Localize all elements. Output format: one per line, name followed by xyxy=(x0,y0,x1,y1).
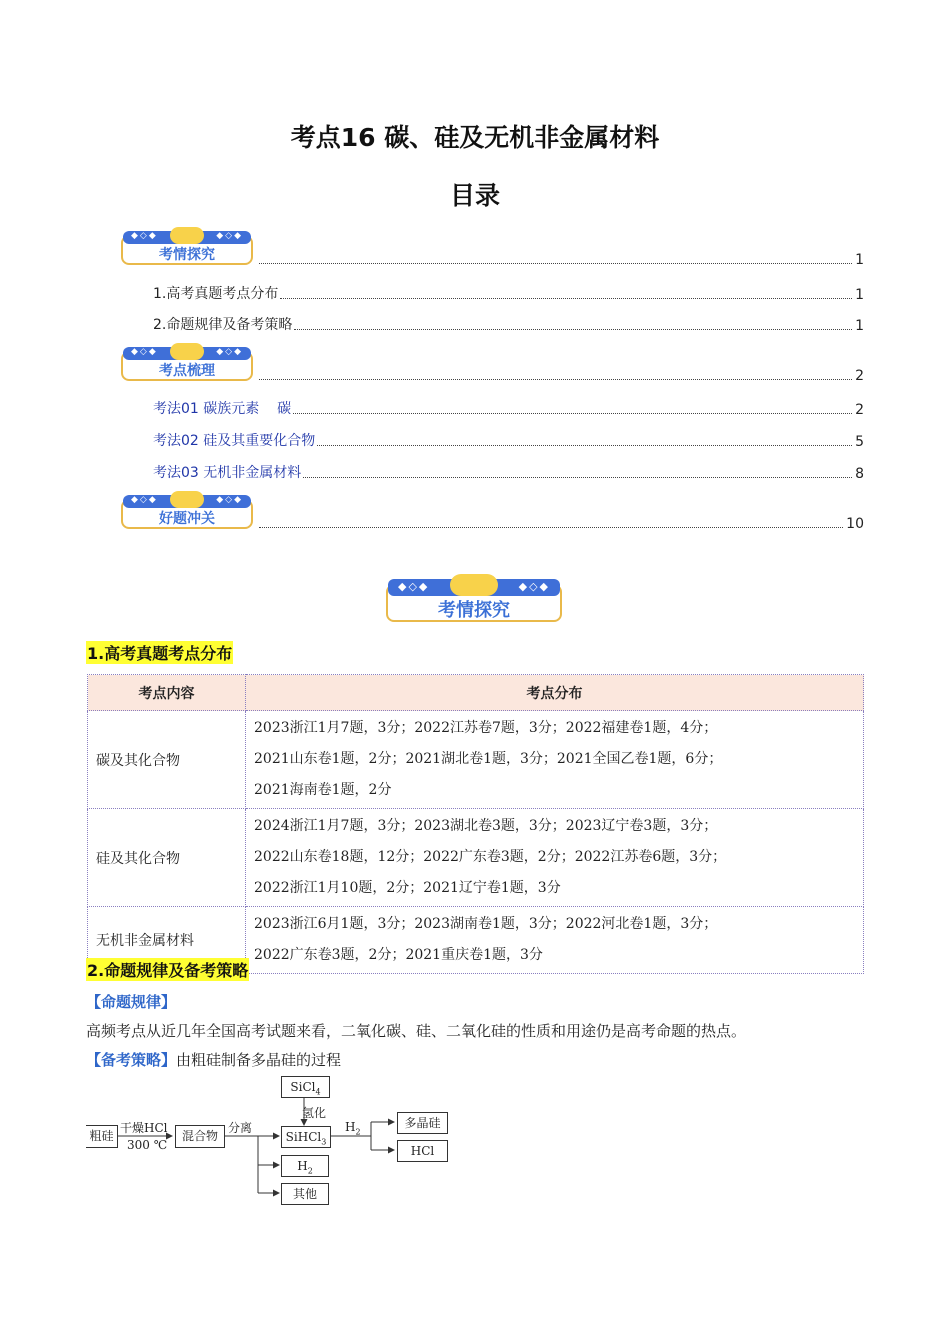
rule-label: 【命题规律】 xyxy=(86,993,177,1011)
ornament-icon: ◆◇◆ xyxy=(131,231,158,241)
ornament-icon: ◆◇◆ xyxy=(131,495,158,505)
toc-page: 1 xyxy=(855,252,864,268)
ornament-icon: ◆◇◆ xyxy=(518,580,550,593)
ornament-icon: ◆◇◆ xyxy=(216,231,243,241)
ornament-icon: ◆◇◆ xyxy=(131,347,158,357)
column-header: 考点内容 xyxy=(88,675,246,711)
sihcl3-box: SiHCl$_3$ xyxy=(281,1126,331,1148)
strategy-text: 由粗硅制备多晶硅的过程 xyxy=(176,1051,342,1069)
toc-page: 1 xyxy=(855,287,864,303)
section-heading-2: 2.命题规律及备考策略 xyxy=(86,958,249,981)
toc-item-label: 考法01 碳族元素 碳 xyxy=(153,401,292,417)
badge-label: 考点梳理 xyxy=(159,363,215,379)
toc-item-label: 2.命题规律及备考策略 xyxy=(153,317,293,333)
toc-item-label: 1.高考真题考点分布 xyxy=(153,286,279,302)
condition-top: 干燥HCl xyxy=(120,1121,168,1135)
topic-cell: 碳及其化合物 xyxy=(88,711,246,809)
strategy-label: 【备考策略】 xyxy=(86,1051,177,1069)
h2-arrow-label: $H_2$ xyxy=(345,1120,361,1137)
toc-page: 10 xyxy=(846,516,864,532)
column-header: 考点分布 xyxy=(246,675,864,711)
toc-page: 1 xyxy=(855,318,864,334)
mixture-box: 混合物 xyxy=(175,1125,225,1148)
badge-label: 考情探究 xyxy=(159,247,215,263)
toc-page: 2 xyxy=(855,368,864,384)
page-title: 考点16 碳、硅及无机非金属材料 xyxy=(290,123,660,152)
toc-page: 2 xyxy=(855,402,864,418)
condition-bottom: 300 ℃ xyxy=(127,1138,168,1152)
sicl4-box: SiCl$_4$ xyxy=(281,1076,330,1098)
hcl-box: HCl xyxy=(397,1140,448,1162)
ornament-icon: ◆◇◆ xyxy=(398,580,430,593)
toc-item-label: 考法03 无机非金属材料 xyxy=(153,465,302,481)
toc-title: 目录 xyxy=(449,181,500,210)
section-heading-1: 1.高考真题考点分布 xyxy=(86,641,233,664)
distribution-cell: 2023浙江1月7题，3分；2022江苏卷7题，3分；2022福建卷1题，4分； 2021山东卷1题，2分；2021湖北卷1题，3分；2021全国乙卷1题，6分； 2021海南卷1题，2分 xyxy=(246,711,864,809)
toc-item-label: 考法02 硅及其重要化合物 xyxy=(153,433,316,449)
other-box: 其他 xyxy=(281,1183,329,1205)
separation-label: 分离 xyxy=(228,1121,253,1135)
distribution-cell: 2023浙江6月1题，3分；2023湖南卷1题，3分；2022河北卷1题，3分； 2022广东卷3题，2分；2021重庆卷1题，3分 xyxy=(246,907,864,974)
crude-silicon-box: 粗硅 xyxy=(86,1125,118,1148)
topic-cell: 硅及其化合物 xyxy=(88,809,246,907)
rule-text: 高频考点从近几年全国高考试题来看，二氧化碳、硅、二氧化硅的性质和用途仍是高考命题的热点。 xyxy=(86,1022,747,1040)
topic-cell: 无机非金属材料 xyxy=(88,907,246,974)
h2-box: $H_2$ xyxy=(281,1155,329,1177)
toc-page: 5 xyxy=(855,434,864,450)
distribution-cell: 2024浙江1月7题，3分；2023湖北卷3题，3分；2023辽宁卷3题，3分； 2022山东卷18题，12分；2022广东卷3题，2分；2022江苏卷6题，3分； 2022浙江1月10题，2分；2021辽宁卷1题，3分 xyxy=(246,809,864,907)
ornament-icon: ◆◇◆ xyxy=(216,347,243,357)
polysilicon-box: 多晶硅 xyxy=(397,1112,448,1134)
toc-page: 8 xyxy=(855,466,864,482)
ornament-icon: ◆◇◆ xyxy=(216,495,243,505)
badge-label: 考情探究 xyxy=(438,600,510,621)
hydrogenation-label: 氢化 xyxy=(302,1106,327,1120)
badge-label: 好题冲关 xyxy=(159,511,215,527)
